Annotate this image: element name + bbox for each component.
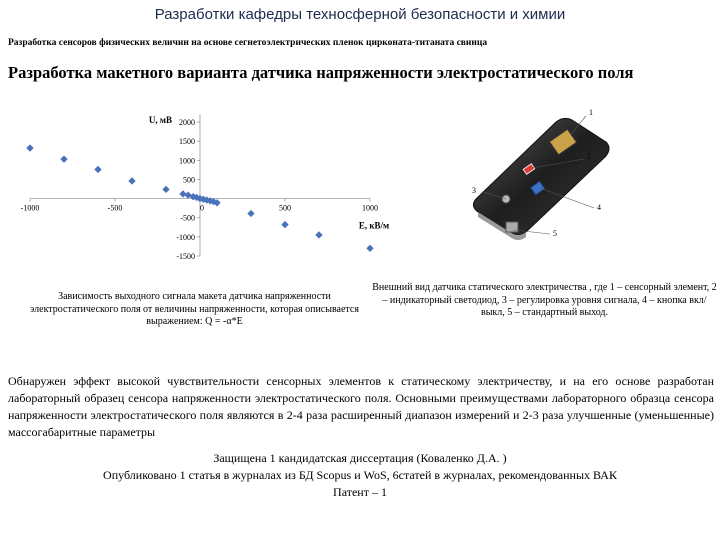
body-paragraph: Обнаружен эффект высокой чувствительности сенсорных элементов к статическому электричеству, и на его основе разработан лабораторный образец сенсора напряженности электростатического поля. Основными преимуществами лабораторного образца сенсора напряженности электростатического поля являются в 2-4 раза расширенный диапазон измерений и 2-3 раза улучшенные (уменьшенные) массогабаритные параметры [8,374,714,439]
y-axis-title: U, мВ [148,115,172,125]
data-point [281,221,288,228]
y-tick-label: -500 [180,213,195,223]
x-tick-label: 1000 [362,203,378,213]
data-point [247,210,254,217]
device-photo [456,104,616,244]
callout-5: 5 [553,229,557,238]
x-tick-label: 0 [200,203,204,213]
chart-caption: Зависимость выходного сигнала макета датчика напряженности электростатического поля от величины напряженности, которая описывается выражением: Q = -α*E [30,291,359,327]
footer-publications: Опубликовано 1 статья в журналах из БД Scopus и WoS, 6статей в журналах, рекомендованных ВАК [103,468,617,482]
y-tick-label: 1500 [179,137,195,147]
x-tick-label: -1000 [20,203,40,213]
main-title: Разработка макетного варианта датчика напряженности электростатического поля [8,63,634,82]
y-tick-label: -1000 [176,232,195,242]
data-point [162,186,169,193]
data-point [128,177,135,184]
device-body [473,118,609,235]
x-tick-label: 500 [279,203,291,213]
x-axis-title: E, кВ/м [358,220,390,231]
header-title: Разработки кафедры техносферной безопасности и химии [154,6,566,23]
callout-1: 1 [589,108,593,117]
data-point [315,231,322,238]
y-tick-label: -1500 [176,252,195,261]
footer [0,450,720,501]
data-point [366,245,373,252]
footer-dissertation: Защищена 1 кандидатская диссертация (Коваленко Д.А. ) [213,451,507,465]
callout-2: 2 [587,152,591,161]
callout-3: 3 [472,186,476,195]
scatter-chart [0,100,400,270]
data-point [26,144,33,151]
footer-patent: Патент – 1 [333,485,387,499]
y-tick-label: 500 [183,175,195,185]
y-tick-label: 1000 [179,156,195,166]
y-tick-label: 2000 [179,118,195,127]
photo-caption: Внешний вид датчика статического электричества , где 1 – сенсорный элемент, 2 – индикаторный светодиод, 3 – регулировка уровня сигнала, 4 – кнопка вкл/выкл, 5 – стандартный выход. [372,282,717,318]
data-point [94,166,101,173]
subtitle: Разработка сенсоров физических величин на основе сегнетоэлектрических пленок цирконата-титаната свинца [8,38,488,48]
data-point [60,155,67,162]
callout-4: 4 [597,203,601,212]
x-tick-label: -500 [107,203,123,213]
